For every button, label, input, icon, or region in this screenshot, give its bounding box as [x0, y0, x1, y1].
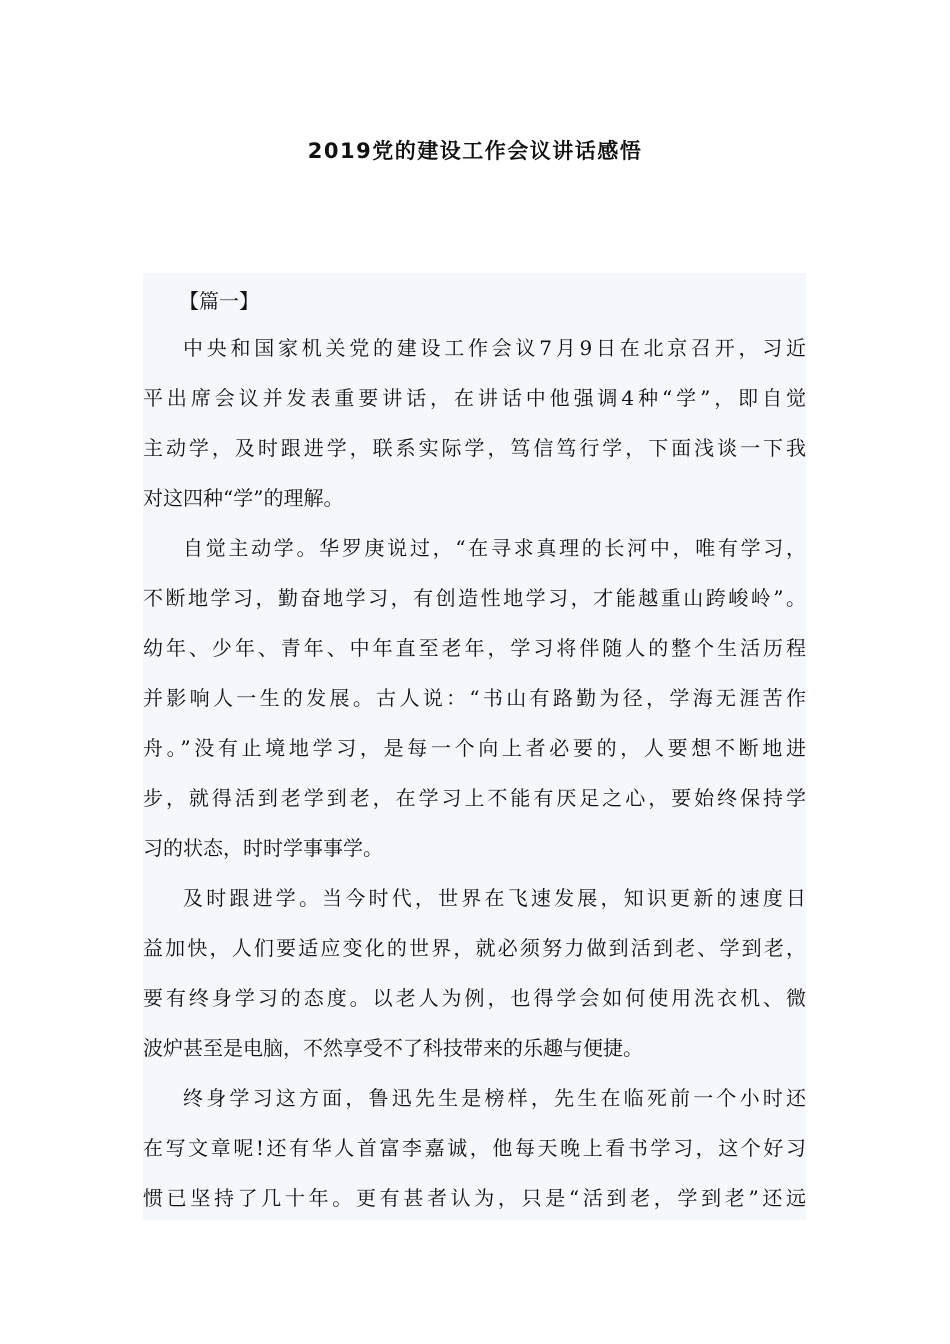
text-line: 对这四种“学”的理解。 [143, 486, 344, 510]
text-line: 自觉主动学。华罗庚说过，“在寻求真理的长河中，唯有学习， [183, 536, 806, 560]
text-line: 益加快，人们要适应变化的世界，就必须努力做到活到老、学到老， [143, 936, 806, 960]
paragraph-2 [143, 523, 806, 873]
paragraph-3 [143, 873, 806, 1073]
content-block [143, 273, 806, 1220]
text-line: 并影响人一生的发展。古人说：“书山有路勤为径，学海无涯苦作 [143, 686, 806, 710]
paragraph-4 [143, 1073, 806, 1220]
text-line: 平出席会议并发表重要讲话，在讲话中他强调4种“学”，即自觉 [143, 386, 806, 410]
text-line: 幼年、少年、青年、中年直至老年，学习将伴随人的整个生活历程 [143, 636, 806, 660]
text-line: 中央和国家机关党的建设工作会议7月9日在北京召开，习近 [183, 336, 806, 360]
text-line: 要有终身学习的态度。以老人为例，也得学会如何使用洗衣机、微 [143, 986, 806, 1010]
section-label: 【篇一】 [179, 289, 259, 313]
text-line: 步，就得活到老学到老，在学习上不能有厌足之心，要始终保持学 [143, 786, 806, 810]
text-line: 习的状态，时时学事事学。 [143, 836, 383, 860]
text-line: 惯已坚持了几十年。更有甚者认为，只是“活到老，学到老”还远 [143, 1186, 806, 1210]
text-line: 舟。”没有止境地学习，是每一个向上者必要的，人要想不断地进 [143, 736, 806, 760]
document-title: 2019党的建设工作会议讲话感悟 [307, 139, 643, 163]
text-line: 波炉甚至是电脑，不然享受不了科技带来的乐趣与便捷。 [143, 1036, 643, 1060]
text-line: 在写文章呢!还有华人首富李嘉诚，他每天晚上看书学习，这个好习 [143, 1136, 806, 1160]
paragraph-1 [143, 323, 806, 523]
text-line: 主动学，及时跟进学，联系实际学，笃信笃行学，下面浅谈一下我 [143, 436, 806, 460]
text-line: 不断地学习，勤奋地学习，有创造性地学习，才能越重山跨峻岭”。 [143, 586, 806, 610]
text-line: 终身学习这方面，鲁迅先生是榜样，先生在临死前一个小时还 [183, 1086, 806, 1110]
text-line: 及时跟进学。当今时代，世界在飞速发展，知识更新的速度日 [183, 886, 806, 910]
